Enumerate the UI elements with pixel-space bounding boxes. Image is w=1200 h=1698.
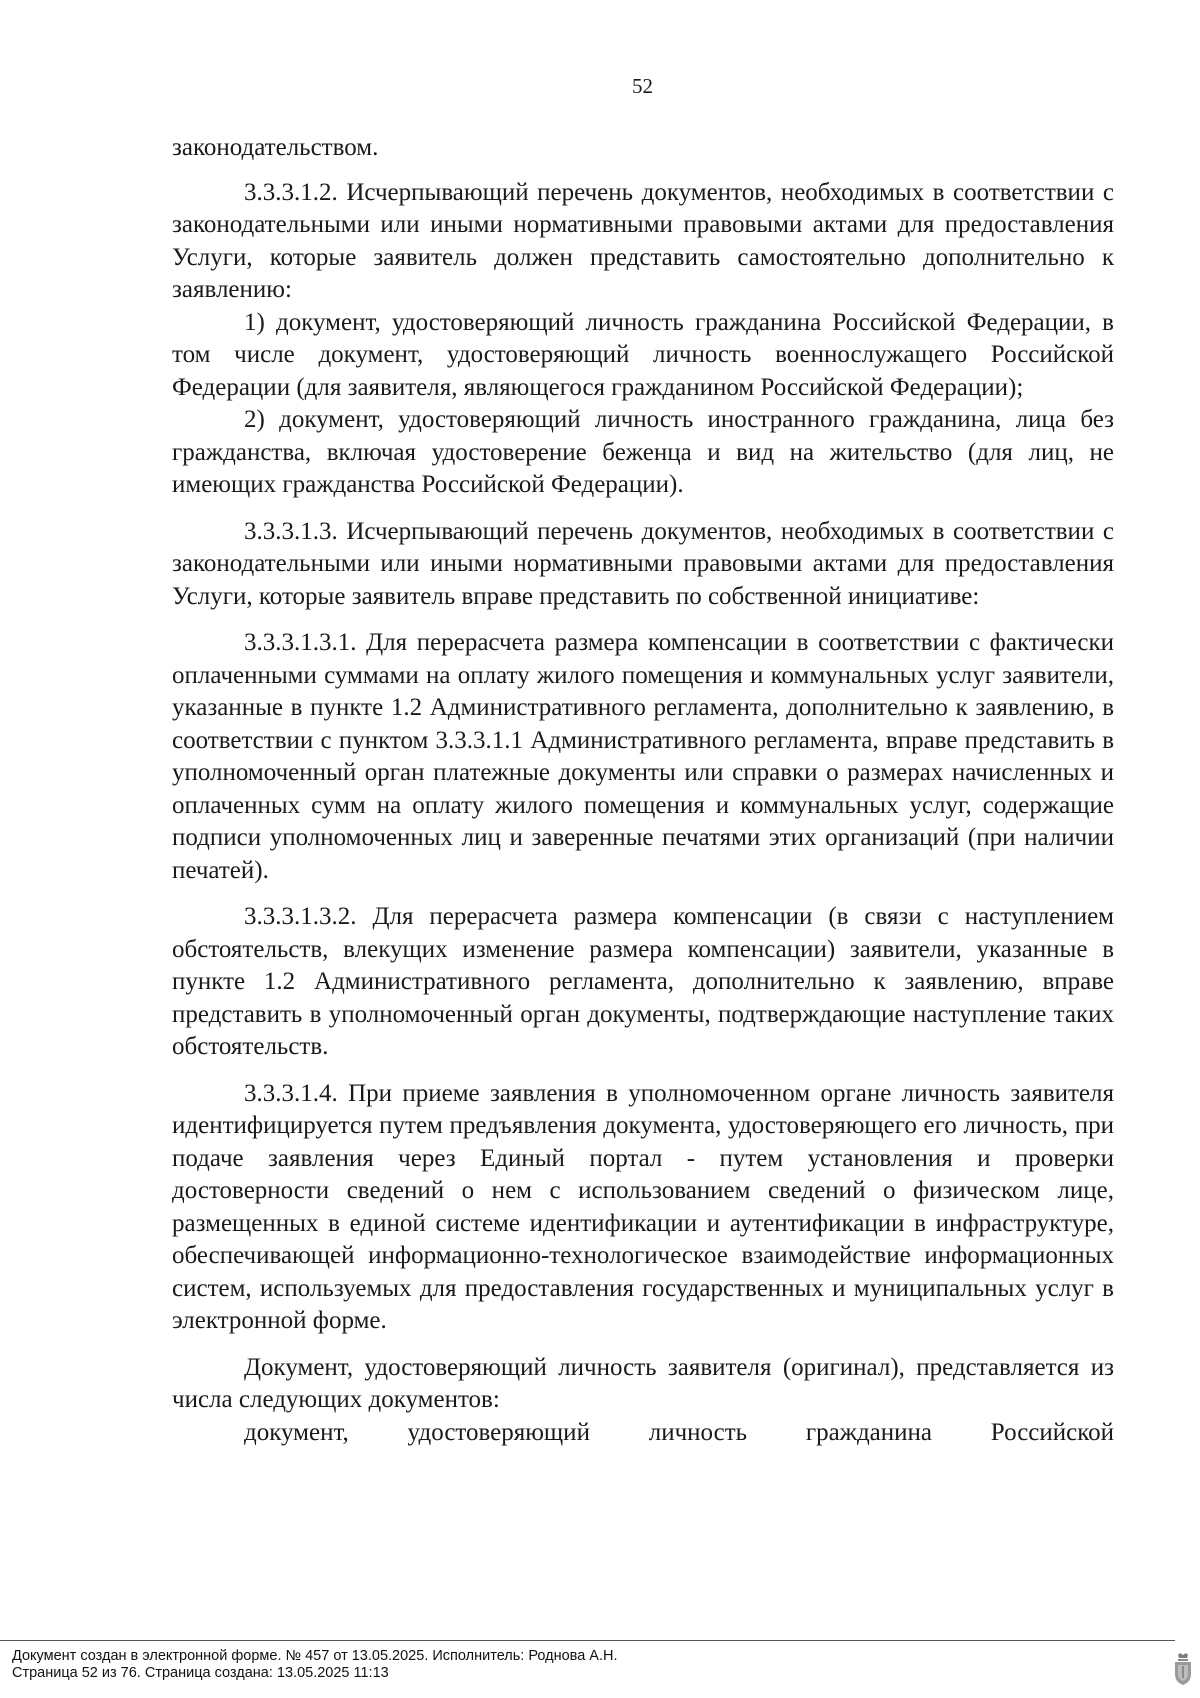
footer-divider xyxy=(0,1640,1175,1641)
paragraph-3-3-3-1-2: 3.3.3.1.2. Исчерпывающий перечень документов, необходимых в соответствии с законодательными или иными нормативными правовыми актами для предоставления Услуги, которые заявитель должен представить самостоятельно дополнительно к заявлению: xyxy=(172,178,1114,303)
list-item-2: 2) документ, удостоверяющий личность иностранного гражданина, лица без гражданства, включая удостоверение беженца и вид на жительство (для лиц, не имеющих гражданства Российской Федерации). xyxy=(172,406,1114,498)
paragraph-3-3-3-1-4: 3.3.3.1.4. При приеме заявления в уполномоченном органе личность заявителя идентифицируется путем предъявления документа, удостоверяющего его личность, при подаче заявления через Единый портал - путем установления и проверки достоверности сведений о нем с использованием сведений о физическом лице, размещенных в единой системе идентификации и аутентификации в инфраструктуре, обеспечивающей информационно-технологическое взаимодействие информационных систем, используемых для предоставления государственных и муниципальных услуг в электронной форме. xyxy=(172,1079,1114,1334)
paragraph-continuation: законодательством. xyxy=(172,134,379,161)
paragraph-document-citizen: документ, удостоверяющий личность гражданина Российской xyxy=(244,1418,1114,1446)
paragraph-3-3-3-1-3: 3.3.3.1.3. Исчерпывающий перечень документов, необходимых в соответствии с законодательными или иными нормативными правовыми актами для предоставления Услуги, которые заявитель вправе представить по собственной инициативе: xyxy=(172,517,1114,610)
paragraph-identity-document: Документ, удостоверяющий личность заявителя (оригинал), представляется из числа следующих документов: xyxy=(172,1353,1114,1413)
paragraph-3-3-3-1-3-1: 3.3.3.1.3.1. Для перерасчета размера компенсации в соответствии с фактически оплаченными суммами на оплату жилого помещения и коммунальных услуг заявители, указанные в пункте 1.2 Административного регламента, дополнительно к заявлению, в соответствии с пунктом 3.3.3.1.1 Административного регламента, вправе представить в уполномоченный орган платежные документы или справки о размерах начисленных и оплаченных сумм на оплату жилого помещения и коммунальных услуг, содержащие подписи уполномоченных лиц и заверенные печатями этих организаций (при наличии печатей). xyxy=(172,629,1114,884)
footer-line-page-info: Страница 52 из 76. Страница создана: 13.05.2025 11:13 xyxy=(12,1665,389,1681)
footer xyxy=(12,1648,618,1682)
page-number: 52 xyxy=(632,74,653,98)
coat-of-arms-icon xyxy=(1172,1652,1194,1686)
list-item-1: 1) документ, удостоверяющий личность гражданина Российской Федерации, в том числе документ, удостоверяющий личность военнослужащего Российской Федерации (для заявителя, являющегося гражданином Российской Федерации); xyxy=(172,308,1114,401)
document-body xyxy=(172,132,1114,1449)
paragraph-3-3-3-1-3-2: 3.3.3.1.3.2. Для перерасчета размера компенсации (в связи с наступлением обстоятельств, влекущих изменение размера компенсации) заявители, указанные в пункте 1.2 Административного регламента, дополнительно к заявлению, вправе представить в уполномоченный орган документы, подтверждающие наступление таких обстоятельств. xyxy=(172,903,1114,1060)
footer-line-document-info: Документ создан в электронной форме. № 457 от 13.05.2025. Исполнитель: Роднова А.Н. xyxy=(12,1648,618,1664)
